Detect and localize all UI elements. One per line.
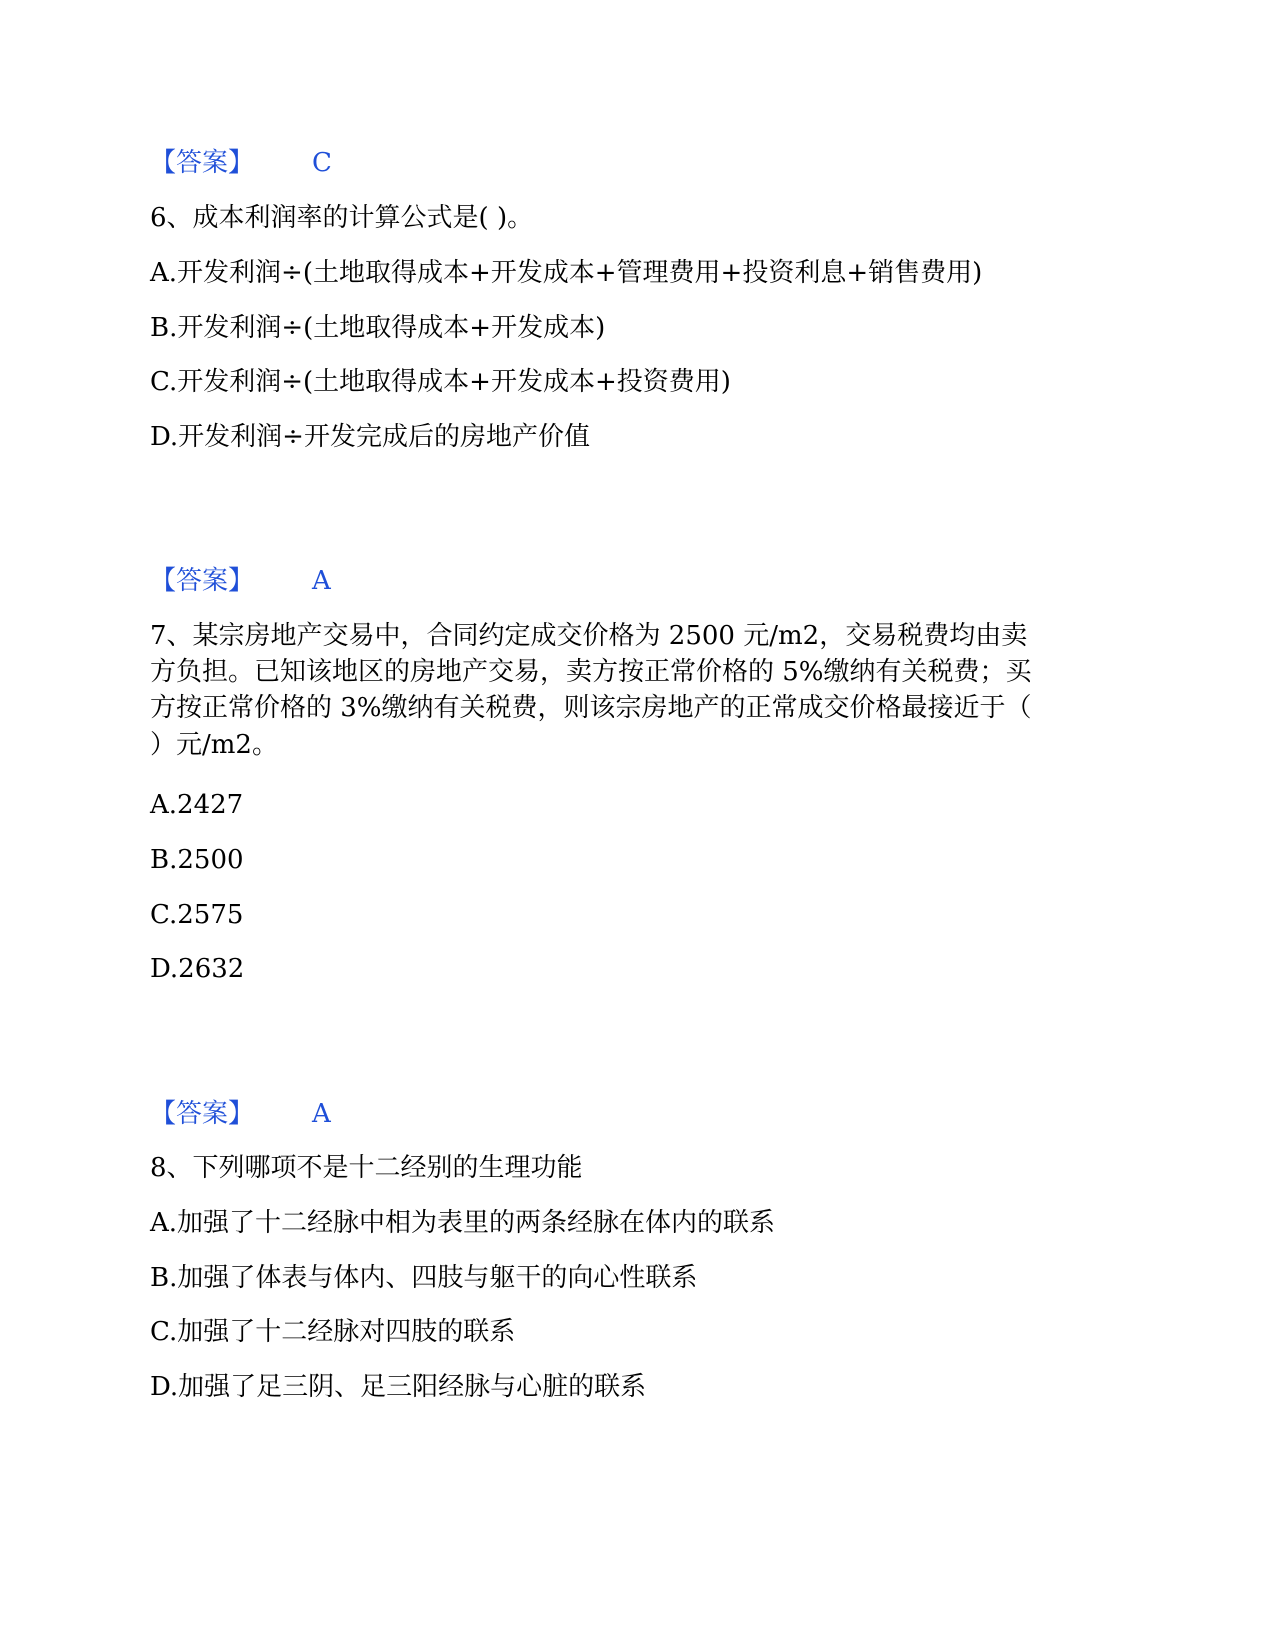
option-6b: B.开发利润÷(土地取得成本+开发成本) (150, 313, 606, 343)
answer-label: 【答案】 (150, 148, 255, 178)
option-8c: C.加强了十二经脉对四肢的联系 (150, 1317, 516, 1347)
option-7b: B.2500 (150, 845, 244, 875)
option-7c: C.2575 (150, 900, 244, 930)
option-8b: B.加强了体表与体内、四肢与躯干的向心性联系 (150, 1263, 698, 1293)
answer-line-7 (150, 563, 331, 599)
option-8a: A.加强了十二经脉中相为表里的两条经脉在体内的联系 (150, 1208, 776, 1238)
answer-label: 【答案】 (150, 566, 255, 596)
question-7-line-2: 方负担。已知该地区的房地产交易，卖方按正常价格的 5%缴纳有关税费；买 (150, 657, 1032, 687)
answer-value: C (312, 148, 332, 178)
question-7-line-1: 7、某宗房地产交易中，合同约定成交价格为 2500 元/m2，交易税费均由卖 (150, 621, 1028, 651)
option-7a: A.2427 (150, 790, 244, 820)
question-8: 8、下列哪项不是十二经别的生理功能 (150, 1153, 583, 1183)
answer-value: A (312, 566, 331, 596)
question-7-line-3: 方按正常价格的 3%缴纳有关税费，则该宗房地产的正常成交价格最接近于（ (150, 693, 1032, 723)
question-6: 6、成本利润率的计算公式是( )。 (150, 203, 534, 233)
answer-line-8 (150, 1096, 331, 1132)
option-7d: D.2632 (150, 954, 245, 984)
option-6c: C.开发利润÷(土地取得成本+开发成本+投资费用) (150, 367, 731, 397)
option-6d: D.开发利润÷开发完成后的房地产价值 (150, 422, 590, 452)
answer-label: 【答案】 (150, 1099, 255, 1129)
option-6a: A.开发利润÷(土地取得成本+开发成本+管理费用+投资利息+销售费用) (150, 258, 983, 288)
option-8d: D.加强了足三阴、足三阳经脉与心脏的联系 (150, 1372, 647, 1402)
question-7-line-4: ）元/m2。 (150, 730, 278, 760)
answer-line-6 (150, 145, 332, 181)
answer-value: A (312, 1099, 331, 1129)
